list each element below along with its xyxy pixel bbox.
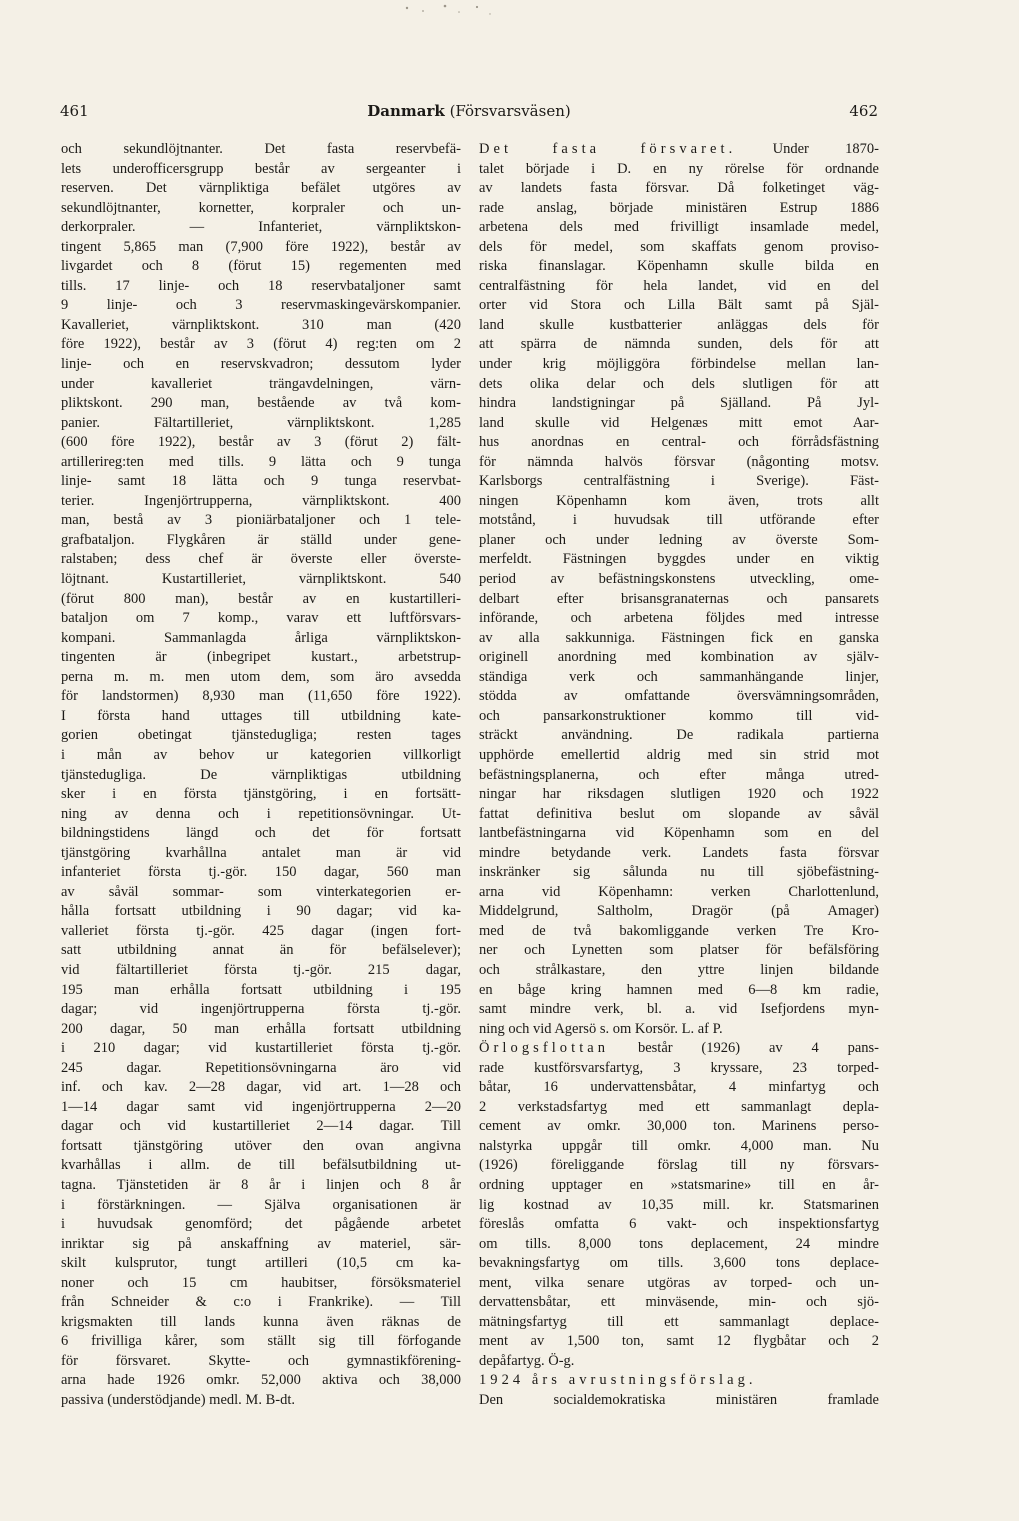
- line-text: införande, och arbetena följdes med intresse: [479, 610, 879, 627]
- line-text: inskränker sig sålunda nu till sjöbefästning-: [479, 864, 879, 881]
- text-line: sekundlöjtnanter, kornetter, korpraler och un-: [61, 199, 461, 216]
- line-text: ordning upptager en »statsmarine» till en år-: [479, 1176, 879, 1193]
- text-line: Kavalleriet, värnpliktskont. 310 man (420: [61, 316, 461, 333]
- line-text: under krig möjliggöra förbindelse mellan lan-: [479, 356, 879, 373]
- line-text: mätningsfartyg till ett sammanlagt deplace-: [479, 1313, 879, 1330]
- text-line: [479, 160, 879, 180]
- line-text: om tills. 8,000 tons deplacement, 24 mindre: [479, 1235, 879, 1252]
- line-text: ningar har riksdagen slutligen 1920 och 1922: [479, 786, 879, 803]
- text-line: bataljon om 7 komp., varav ett luftförsvars-: [61, 610, 461, 627]
- running-title-bold: Danmark: [367, 102, 445, 120]
- text-line: [479, 1117, 879, 1137]
- text-line: 245 dagar. Repetitionsövningarna äro vid: [61, 1059, 461, 1076]
- text-line: [479, 472, 879, 492]
- text-line: 200 dagar, 50 man erhålla fortsatt utbildning: [61, 1020, 461, 1037]
- running-title: [60, 102, 878, 120]
- page-number-left: 461: [60, 102, 89, 120]
- text-line: [479, 375, 879, 395]
- line-text: mindre betydande verk. Landets fasta försvar: [479, 844, 879, 861]
- text-line: [479, 648, 879, 668]
- line-text: rade kustförsvarsfartyg, 3 kryssare, 23 torped-: [479, 1059, 879, 1076]
- text-line: [479, 570, 879, 590]
- text-line: [479, 1098, 879, 1118]
- line-text: riska finanslagar. Köpenhamn skulle bilda en: [479, 258, 879, 275]
- text-line: grafbataljon. Flygkåren är ställd under gene-: [61, 531, 461, 548]
- text-line: [479, 1000, 879, 1020]
- text-line: dagar och vid kustartilleriet 2—14 dagar. Till: [61, 1118, 461, 1135]
- line-text: sträckt användning. De radikala partierna: [479, 727, 879, 744]
- text-line: tagna. Tjänstetiden är 8 år i linjen och 8 år: [61, 1176, 461, 1193]
- text-line: [479, 883, 879, 903]
- line-text: land skulle kustbatterier anläggas dels för: [479, 316, 879, 333]
- line-text: dels för medel, som skaffats genom proviso-: [479, 238, 879, 255]
- line-text: talet började i D. en ny rörelse för ordnande: [479, 160, 879, 177]
- text-line: [479, 550, 879, 570]
- line-text: består (1926) av 4 pans-: [609, 1040, 879, 1057]
- line-text: hus anordnas en central- och förrådsfästning: [479, 434, 879, 451]
- text-line: [479, 218, 879, 238]
- line-text: samt mindre verk, bl. a. vid Isefjordens myn-: [479, 1001, 879, 1018]
- line-text: ning och vid Agersö s. om Korsör. L. af P.: [479, 1020, 723, 1037]
- text-line: [479, 785, 879, 805]
- text-line: I första hand uttages till utbildning kate-: [61, 707, 461, 724]
- text-line: vid fältartilleriet första tj.-gör. 215 dagar,: [61, 961, 461, 978]
- line-text: rade anslag, började ministären Estrup 1886: [479, 199, 879, 216]
- text-line: [479, 453, 879, 473]
- text-line: [479, 1215, 879, 1235]
- text-line: tjänstgöring kvarhållna antalet man är vid: [61, 844, 461, 861]
- line-text: dets olika delar och dels slutligen för att: [479, 375, 879, 392]
- text-line: [479, 1332, 879, 1352]
- text-line: [479, 961, 879, 981]
- text-line: [479, 922, 879, 942]
- line-text: och strålkastare, den yttre linjen bildande: [479, 961, 879, 978]
- text-line: [479, 668, 879, 688]
- page-number-right: 462: [849, 102, 878, 120]
- line-text: ment av 1,500 ton, samt 12 flygbåtar och 2: [479, 1333, 879, 1350]
- text-line: [479, 1059, 879, 1079]
- text-line: 1—14 dagar samt vid ingenjörtrupperna 2—20: [61, 1098, 461, 1115]
- text-line: skilt kulsprutor, tungt artilleri (10,5 cm ka-: [61, 1255, 461, 1272]
- text-line: perna m. m. men utom dem, som äro avsedda: [61, 668, 461, 685]
- text-line: [479, 1137, 879, 1157]
- text-line: [479, 394, 879, 414]
- text-line: [479, 199, 879, 219]
- text-line: [479, 1039, 879, 1059]
- text-line: man, bestå av 3 pioniärbataljoner och 1 tele-: [61, 512, 461, 529]
- line-text: av alla sakkunniga. Fästningen fick en ganska: [479, 629, 879, 646]
- text-line: [479, 179, 879, 199]
- text-line: satt utbildning annat än för befälselever);: [61, 942, 461, 959]
- line-text: ständiga verk och sammanhängande linjer,: [479, 668, 879, 685]
- text-line: gorien obetingat tjänstedugliga; resten tages: [61, 727, 461, 744]
- text-line: sker i en första tjänstgöring, i en fortsätt-: [61, 786, 461, 803]
- text-line: [479, 1313, 879, 1333]
- line-text: arbetena dels med frivilligt insamlade medel,: [479, 219, 879, 236]
- text-line: inriktar sig på anskaffning av materiel, sär-: [61, 1235, 461, 1252]
- line-text: Den socialdemokratiska ministären framlade: [479, 1392, 879, 1408]
- text-line: [479, 1156, 879, 1176]
- text-line: [479, 433, 879, 453]
- text-line: [479, 1254, 879, 1274]
- text-line: [479, 1078, 879, 1098]
- line-text: fattat definitiva beslut om slopande av såväl: [479, 805, 879, 822]
- line-text: merfeldt. Fästningen byggdes under en viktig: [479, 551, 879, 568]
- line-text: dervattensbåtar, ett minväsende, min- och sjö-: [479, 1294, 879, 1311]
- text-line: av såväl sommar- som vinterkategorien er-: [61, 883, 461, 900]
- text-line: 6 frivilliga kårer, som ställt sig till förfogande: [61, 1333, 461, 1350]
- text-line: 9 linje- och 3 reservmaskingevärskompanier.: [61, 297, 461, 314]
- text-line: före 1922), består av 3 (förut 4) reg:ten om 2: [61, 336, 461, 353]
- text-line: hålla fortsatt utbildning i 90 dagar; vid ka-: [61, 903, 461, 920]
- line-text: upphörde emellertid aldrig med sin strid mot: [479, 746, 879, 763]
- text-line: [479, 941, 879, 961]
- line-text: med de två bakomliggande verken Tre Kro-: [479, 922, 879, 939]
- text-line: linje- och en reservskvadron; dessutom lyder: [61, 356, 461, 373]
- text-line: i mån av behov ur kategorien villkorligt: [61, 746, 461, 763]
- text-line: inf. och kav. 2—28 dagar, vid art. 1—28 och: [61, 1079, 461, 1096]
- line-text: arna vid Köpenhamn: verken Charlottenlund,: [479, 883, 879, 900]
- line-text: och pansarkonstruktioner kommo till vid-: [479, 707, 879, 724]
- text-line: [479, 296, 879, 316]
- text-line: [479, 238, 879, 258]
- text-line: i förstärkningen. — Själva organisationen är: [61, 1196, 461, 1213]
- line-text: depåfartyg. Ö-g.: [479, 1352, 575, 1369]
- text-line: artillerireg:ten med tills. 9 lätta och 9 tunga: [61, 453, 461, 470]
- section-heading: Örlogsflottan: [479, 1040, 610, 1057]
- text-line: passiva (understödjande) medl. M. B-dt.: [61, 1392, 295, 1408]
- line-text: Karlsborgs centralfästning i Sverige). Fäst-: [479, 473, 879, 490]
- text-line: valleriet första tj.-gör. 425 dagar (ingen fort-: [61, 922, 461, 939]
- text-line: [479, 257, 879, 277]
- text-line: reserven. Det värnpliktiga befälet utgöres av: [61, 180, 461, 197]
- text-line: pliktskont. 290 man, bestående av två kom-: [61, 395, 461, 412]
- line-text: att spärra de nämnda sunden, dels för att: [479, 336, 879, 353]
- line-text: ment, vilka senare utgöras av torped- och un-: [479, 1274, 879, 1291]
- text-line: [479, 844, 879, 864]
- line-text: stödda av omfattande översvämningsområden,: [479, 688, 879, 705]
- text-line: [479, 1293, 879, 1313]
- text-line: derkorpraler. — Infanteriet, värnpliktskon-: [61, 219, 461, 236]
- line-text: delbart efter brisansgranaternas och pansarets: [479, 590, 879, 607]
- text-line: infanteriet första tj.-gör. 150 dagar, 560 man: [61, 864, 461, 881]
- ink-smudge-decoration: [393, 0, 513, 22]
- left-column: [61, 140, 461, 1411]
- section-heading: 1924 års avrustningsförslag.: [479, 1372, 757, 1389]
- text-line: terier. Ingenjörtrupperna, värnpliktskont. 400: [61, 492, 461, 509]
- line-text: motstånd, i huvudsak till utförande efter: [479, 512, 879, 529]
- text-line: [479, 1391, 879, 1411]
- line-text: orter vid Stora och Lilla Bält samt på Själ-: [479, 297, 879, 314]
- line-text: Middelgrund, Saltholm, Dragör (på Amager): [479, 903, 879, 920]
- text-line: kompani. Sammanlagda årliga värnpliktskon-: [61, 629, 461, 646]
- text-line: [479, 414, 879, 434]
- text-line: under kavalleriet trängavdelningen, värn-: [61, 375, 461, 392]
- text-line: (förut 800 man), består av en kustartilleri-: [61, 590, 461, 607]
- line-text: nalstyrka uppgår till omkr. 4,000 man. Nu: [479, 1137, 879, 1154]
- text-line: tingenten är (inbegripet kustart., arbetstrup-: [61, 649, 461, 666]
- line-text: cement av omkr. 30,000 ton. Marinens perso-: [479, 1118, 879, 1135]
- line-text: lig kostnad av 10,35 mill. kr. Statsmarinen: [479, 1196, 879, 1213]
- text-line: [479, 1176, 879, 1196]
- line-text: båtar, 16 undervattensbåtar, 4 minfartyg och: [479, 1079, 879, 1096]
- line-text: centralfästning för hela landet, vid en del: [479, 277, 879, 294]
- text-line: i 210 dagar; vid kustartilleriet första tj.-gör.: [61, 1040, 461, 1057]
- text-line: för landstormen) 8,930 man (11,650 före 1922).: [61, 688, 461, 705]
- text-line: kvarhållas i allm. de till befälsutbildning ut-: [61, 1157, 461, 1174]
- text-line: noner och 15 cm haubitser, försöksmateriel: [61, 1274, 461, 1291]
- running-title-rest: (Försvarsväsen): [449, 102, 571, 120]
- text-line: tjänstedugliga. De värnpliktigas utbildning: [61, 766, 461, 783]
- line-text: Under 1870-: [736, 141, 879, 157]
- line-text: period av befästningskonstens utveckling, ome-: [479, 571, 879, 588]
- text-line: i huvudsak genomförd; det pågående arbetet: [61, 1216, 461, 1233]
- text-line: [479, 707, 879, 727]
- text-line: krigsmakten till lands kunna även räknas de: [61, 1313, 461, 1330]
- text-line: [479, 1352, 879, 1372]
- text-line: livgardet och 8 (förut 15) regementen med: [61, 258, 461, 275]
- line-text: lantbefästningarna vid Köpenhamn som en del: [479, 825, 879, 842]
- text-line: dagar; vid ingenjörtrupperna första tj.-gör.: [61, 1001, 461, 1018]
- line-text: ningen Köpenhamn kom även, trots allt: [479, 492, 879, 509]
- text-line: [479, 531, 879, 551]
- text-line: [479, 316, 879, 336]
- text-line: [479, 863, 879, 883]
- text-line: [479, 629, 879, 649]
- line-text: ner och Lynetten som platser för befälsföring: [479, 942, 879, 959]
- line-text: föreslås omfatta 6 vakt- och inspektionsfartyg: [479, 1216, 879, 1233]
- text-line: [479, 1196, 879, 1216]
- text-line: [479, 1371, 879, 1391]
- text-line: ning av denna och i repetitionsövningar. Ut-: [61, 805, 461, 822]
- line-text: en båge kring hamnen med 6—8 km radie,: [479, 981, 879, 998]
- text-line: [479, 511, 879, 531]
- text-line: [479, 492, 879, 512]
- text-line: ralstaben; dess chef är överste eller överste-: [61, 551, 461, 568]
- line-text: hindra landstigningar på Själland. På Jyl-: [479, 395, 879, 412]
- text-line: och sekundlöjtnanter. Det fasta reservbefä-: [61, 141, 461, 157]
- text-line: [479, 746, 879, 766]
- text-line: arna hade 1926 omkr. 52,000 aktiva och 38,000: [61, 1372, 461, 1389]
- right-column: [479, 140, 879, 1411]
- text-line: (600 före 1922), består av 3 (förut 2) fält-: [61, 434, 461, 451]
- line-text: land skulle vid Helgenæs mitt emot Aar-: [479, 414, 879, 431]
- text-line: [479, 766, 879, 786]
- line-text: bevakningsfartyg om tills. 3,600 tons deplace-: [479, 1255, 879, 1272]
- text-line: panier. Fältartilleriet, värnpliktskont. 1,285: [61, 414, 461, 431]
- text-line: [479, 687, 879, 707]
- text-line: linje- samt 18 lätta och 9 tunga reservbat-: [61, 473, 461, 490]
- text-line: [479, 590, 879, 610]
- text-line: [479, 140, 879, 160]
- line-text: originell anordning med kombination av själv-: [479, 649, 879, 666]
- page-header: [60, 102, 878, 126]
- line-text: (1926) föreliggande förslag till ny försvars-: [479, 1157, 879, 1174]
- text-line: [479, 1235, 879, 1255]
- line-text: av landets fasta försvar. Då folketinget väg-: [479, 180, 879, 197]
- text-line: 195 man erhålla fortsatt utbildning i 195: [61, 981, 461, 998]
- section-heading: Det fasta försvaret.: [479, 141, 737, 157]
- text-line: [479, 1020, 879, 1040]
- text-line: löjtnant. Kustartilleriet, värnpliktskont. 540: [61, 571, 461, 588]
- line-text: planer och under ledning av överste Som-: [479, 531, 879, 548]
- text-line: [479, 355, 879, 375]
- text-line: [479, 981, 879, 1001]
- line-text: för nämnda halvös försvar (någonting motsv.: [479, 453, 879, 470]
- text-line: [479, 335, 879, 355]
- text-line: tingent 5,865 man (7,900 före 1922), består av: [61, 238, 461, 255]
- text-line: bildningstidens längd och det för fortsatt: [61, 825, 461, 842]
- line-text: 2 verkstadsfartyg med ett sammanlagt depla-: [479, 1098, 879, 1115]
- text-line: [479, 805, 879, 825]
- line-text: befästningsplanerna, och efter många utred-: [479, 766, 879, 783]
- text-line: lets underofficersgrupp består av sergeanter i: [61, 160, 461, 177]
- text-line: fortsatt tjänstgöring utöver den ovan angivna: [61, 1137, 461, 1154]
- text-line: [479, 902, 879, 922]
- text-line: [479, 726, 879, 746]
- text-line: [479, 824, 879, 844]
- text-line: tills. 17 linje- och 18 reservbataljoner samt: [61, 277, 461, 294]
- text-line: [479, 277, 879, 297]
- text-line: [479, 1274, 879, 1294]
- text-line: för försvaret. Skytte- och gymnastikförening-: [61, 1352, 461, 1369]
- text-line: [479, 609, 879, 629]
- text-line: från Schneider & c:o i Frankrike). — Till: [61, 1294, 461, 1311]
